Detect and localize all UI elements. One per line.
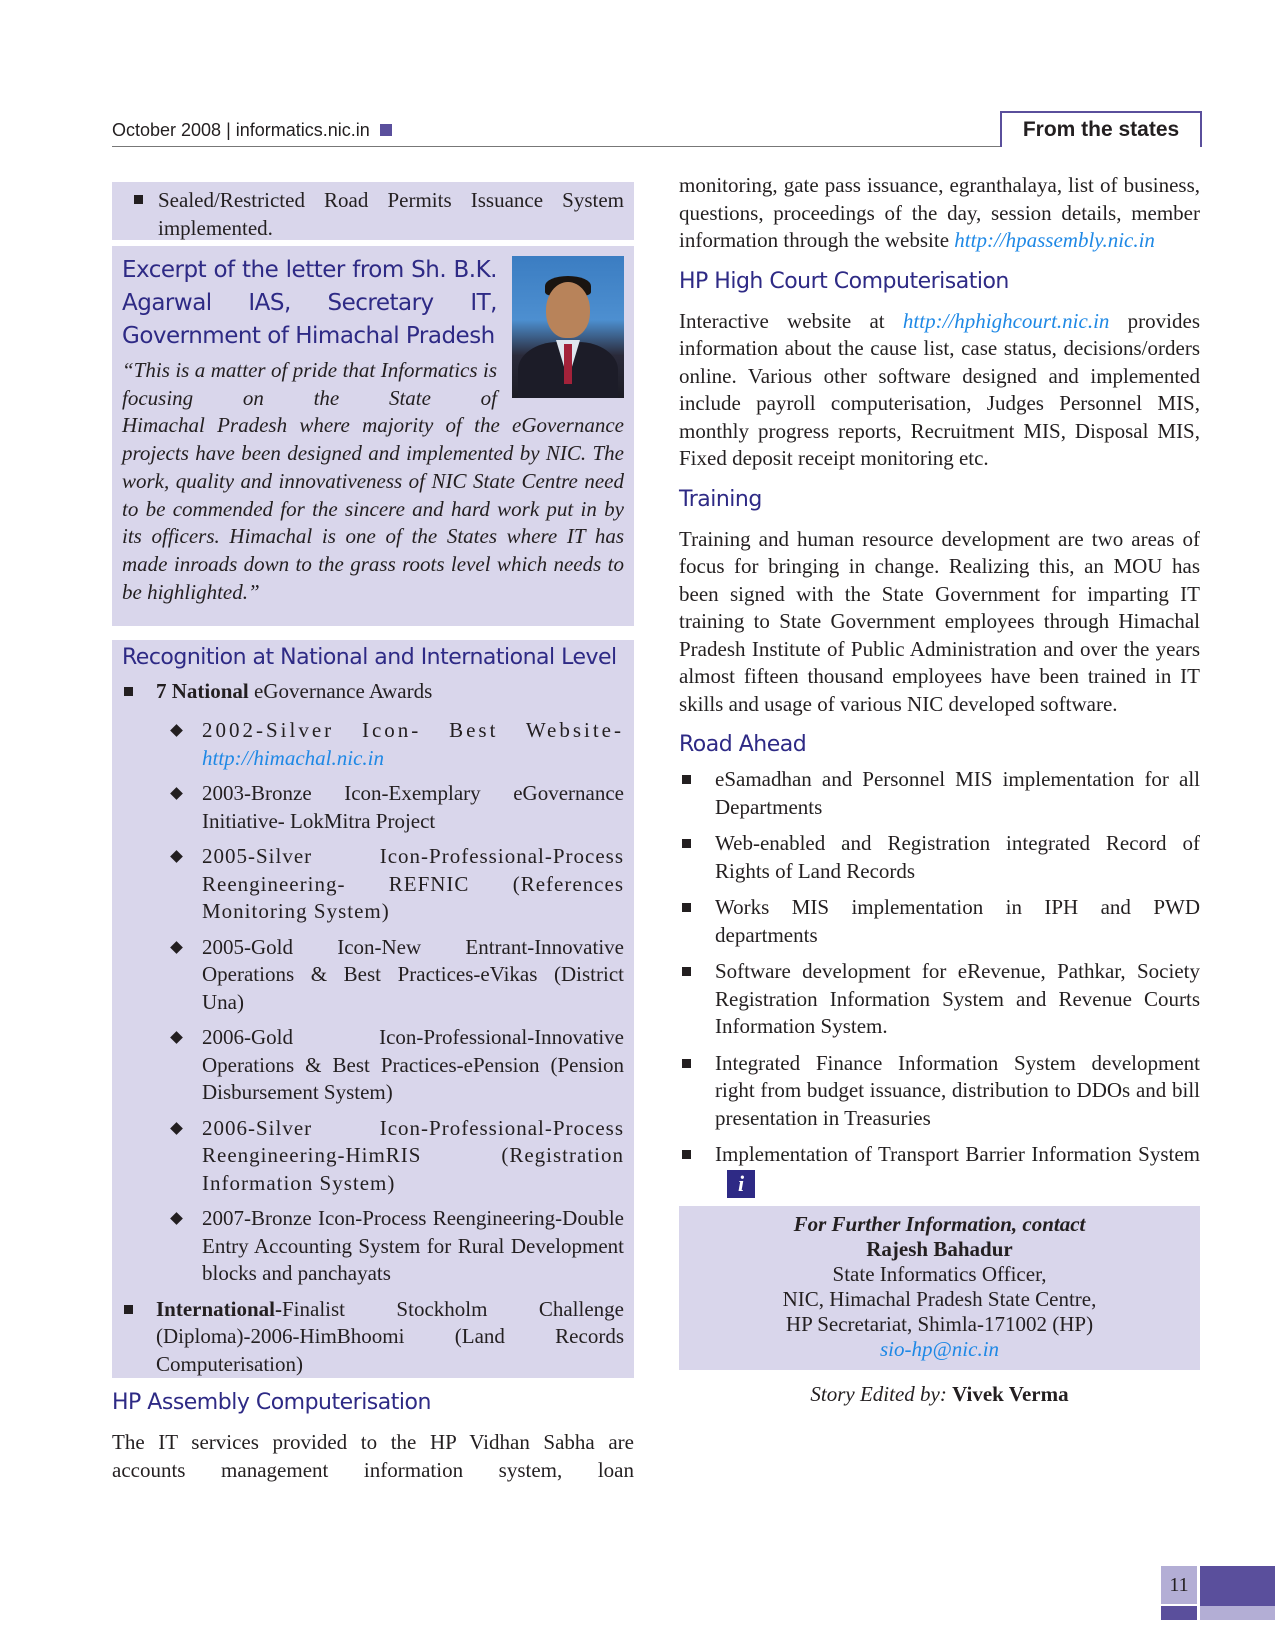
award-item	[122, 843, 624, 926]
award-item	[122, 1024, 624, 1107]
award-5-text: 2006-Gold Icon-Professional-Innovative Operations & Best Practices-ePension (Pension Disbursement System)	[202, 1025, 624, 1104]
road-item-6: Implementation of Transport Barrier Information System	[715, 1142, 1200, 1166]
diamond-bullet-icon	[170, 1122, 183, 1135]
contact-line-2: NIC, Himachal Pradesh State Centre,	[782, 1286, 1097, 1311]
top-bullet-text: Sealed/Restricted Road Permits Issuance System implemented.	[158, 188, 624, 240]
edited-label: Story Edited by:	[810, 1381, 953, 1406]
list-item	[679, 958, 1200, 1041]
award-item	[122, 780, 624, 835]
secretary-photo	[512, 256, 624, 398]
court-title: HP High Court Computerisation	[679, 268, 1009, 294]
header-square-icon	[380, 124, 392, 136]
court-link[interactable]: http://hphighcourt.nic.in	[902, 308, 1110, 333]
story-edited	[679, 1382, 1200, 1407]
left-column	[112, 182, 634, 1484]
road-item-5: Integrated Finance Information System development right from budget issuance, distribution to DDOs and bill presentation in Treasuries	[715, 1050, 1200, 1130]
bullet-square-icon	[682, 1150, 691, 1159]
award-item	[122, 1115, 624, 1198]
bullet-square-icon	[682, 967, 691, 976]
list-item	[679, 766, 1200, 821]
training-para: Training and human resource development are two areas of focus for bringing in change. Realizing this, an MOU has been signed with the State Government for imparting IT training to State Government employees through Himachal Pradesh Institute of Public Administration and over the years almost fifteen thousand employees have been trained in IT skills and usage of various NIC developed software.	[679, 526, 1200, 716]
award-3-text: 2005-Silver Icon-Professional-Process Reengineering- REFNIC (References Monitoring System)	[202, 844, 624, 923]
diamond-bullet-icon	[170, 941, 183, 954]
page-corner-strip	[1161, 1606, 1197, 1620]
assembly-link[interactable]: http://hpassembly.nic.in	[954, 228, 1155, 252]
list-item	[122, 678, 624, 706]
intl-bold: International-	[156, 1296, 282, 1321]
national-bold: 7 National	[156, 678, 249, 703]
training-title: Training	[679, 486, 762, 512]
award-item	[122, 717, 624, 772]
quote-part-2: Himachal Pradesh where majority of the eGovernance projects have been designed and implemented by NIC. The work, quality and innovativeness of NIC State Centre need to be commended for the sincere and hard work put in by its officers. Himachal is one of the States where IT has made inroads down to the grass roots level which needs to be highlighted.”	[122, 413, 624, 604]
bullet-square-icon	[124, 1305, 133, 1314]
quote-part-1: “This is a matter of pride that Informatics is focusing on the State of	[122, 358, 497, 410]
national-rest: eGovernance Awards	[248, 678, 433, 703]
list-item	[679, 1141, 1200, 1198]
award-item	[122, 1205, 624, 1288]
header-date-site: October 2008 | informatics.nic.in	[112, 120, 370, 140]
court-para	[679, 308, 1200, 473]
intl-rest: Finalist Stockholm Challenge (Diploma)-2006-HimBhoomi (Land Records Computerisation)	[156, 1296, 624, 1376]
bullet-square-icon	[682, 903, 691, 912]
assembly-cont-text: monitoring, gate pass issuance, egranthalaya, list of business, questions, proceedings of the day, session details, member information through the website	[679, 173, 1200, 252]
award-2-text: 2003-Bronze Icon-Exemplary eGovernance Initiative- LokMitra Project	[202, 781, 624, 833]
info-icon: i	[727, 1170, 755, 1198]
assembly-title: HP Assembly Computerisation	[112, 1390, 431, 1415]
bullet-square-icon	[682, 775, 691, 784]
award-item	[122, 934, 624, 1017]
contact-heading: For Further Information, contact	[793, 1211, 1086, 1236]
road-item-1: eSamadhan and Personnel MIS implementation for all Departments	[715, 767, 1200, 819]
list-item	[122, 186, 624, 242]
bullet-square-icon	[682, 839, 691, 848]
top-bullet-box	[112, 182, 634, 240]
assembly-para: The IT services provided to the HP Vidhan Sabha are accounts management information system, loan	[112, 1430, 634, 1482]
contact-line-1: State Informatics Officer,	[832, 1261, 1047, 1286]
contact-name: Rajesh Bahadur	[866, 1236, 1013, 1261]
list-item	[679, 830, 1200, 885]
diamond-bullet-icon	[170, 1212, 183, 1225]
diamond-bullet-icon	[170, 1031, 183, 1044]
diamond-bullet-icon	[170, 787, 183, 800]
road-list	[679, 766, 1200, 1198]
contact-email[interactable]: sio-hp@nic.in	[879, 1336, 1000, 1361]
court-pre: Interactive website at	[679, 308, 903, 333]
court-post: provides information about the cause list, case status, decisions/orders online. Various other software designed and implemented include payroll computerisation, Judges Personnel MIS, monthly progress reports, Recruitment MIS, Disposal MIS, Fixed deposit receipt monitoring etc.	[679, 308, 1201, 470]
header-left	[112, 120, 392, 141]
award-1-link[interactable]: http://himachal.nic.in	[202, 745, 384, 770]
road-item-3: Works MIS implementation in IPH and PWD departments	[715, 895, 1200, 947]
excerpt-title: Excerpt of the letter from Sh. B.K. Agarwal IAS, Secretary IT, Government of Himachal Pradesh	[122, 257, 497, 349]
road-item-2: Web-enabled and Registration integrated Record of Rights of Land Records	[715, 831, 1200, 883]
page-number: 11	[1161, 1566, 1197, 1604]
bullet-square-icon	[124, 687, 133, 696]
diamond-bullet-icon	[170, 724, 183, 737]
road-item-4: Software development for eRevenue, Pathkar, Society Registration Information System and Revenue Courts Information System.	[715, 959, 1200, 1038]
award-4-text: 2005-Gold Icon-New Entrant-Innovative Operations & Best Practices-eVikas (District Una)	[202, 934, 624, 1014]
recognition-box	[112, 640, 634, 1378]
award-1-text: 2002-Silver Icon- Best Website-	[202, 718, 624, 742]
list-item	[679, 1050, 1200, 1133]
award-6-text: 2006-Silver Icon-Professional-Process Reengineering-HimRIS (Registration Information System)	[202, 1115, 624, 1195]
diamond-bullet-icon	[170, 850, 183, 863]
road-title: Road Ahead	[679, 732, 807, 757]
section-label: From the states	[1000, 111, 1202, 147]
excerpt-box	[112, 246, 634, 626]
recognition-title: Recognition at National and International Level	[122, 645, 617, 670]
edited-name: Vivek Verma	[952, 1381, 1069, 1406]
list-item	[122, 1296, 624, 1379]
right-column	[679, 173, 1201, 1407]
assembly-continued	[679, 172, 1200, 255]
list-item	[679, 894, 1200, 949]
bullet-square-icon	[134, 195, 143, 204]
award-7-text: 2007-Bronze Icon-Process Reengineering-Double Entry Accounting System for Rural Development blocks and panchayats	[202, 1206, 624, 1285]
page-corner-strip-light	[1200, 1606, 1275, 1620]
contact-line-3: HP Secretariat, Shimla-171002 (HP)	[785, 1311, 1094, 1336]
bullet-square-icon	[682, 1059, 691, 1068]
contact-box	[679, 1206, 1200, 1370]
